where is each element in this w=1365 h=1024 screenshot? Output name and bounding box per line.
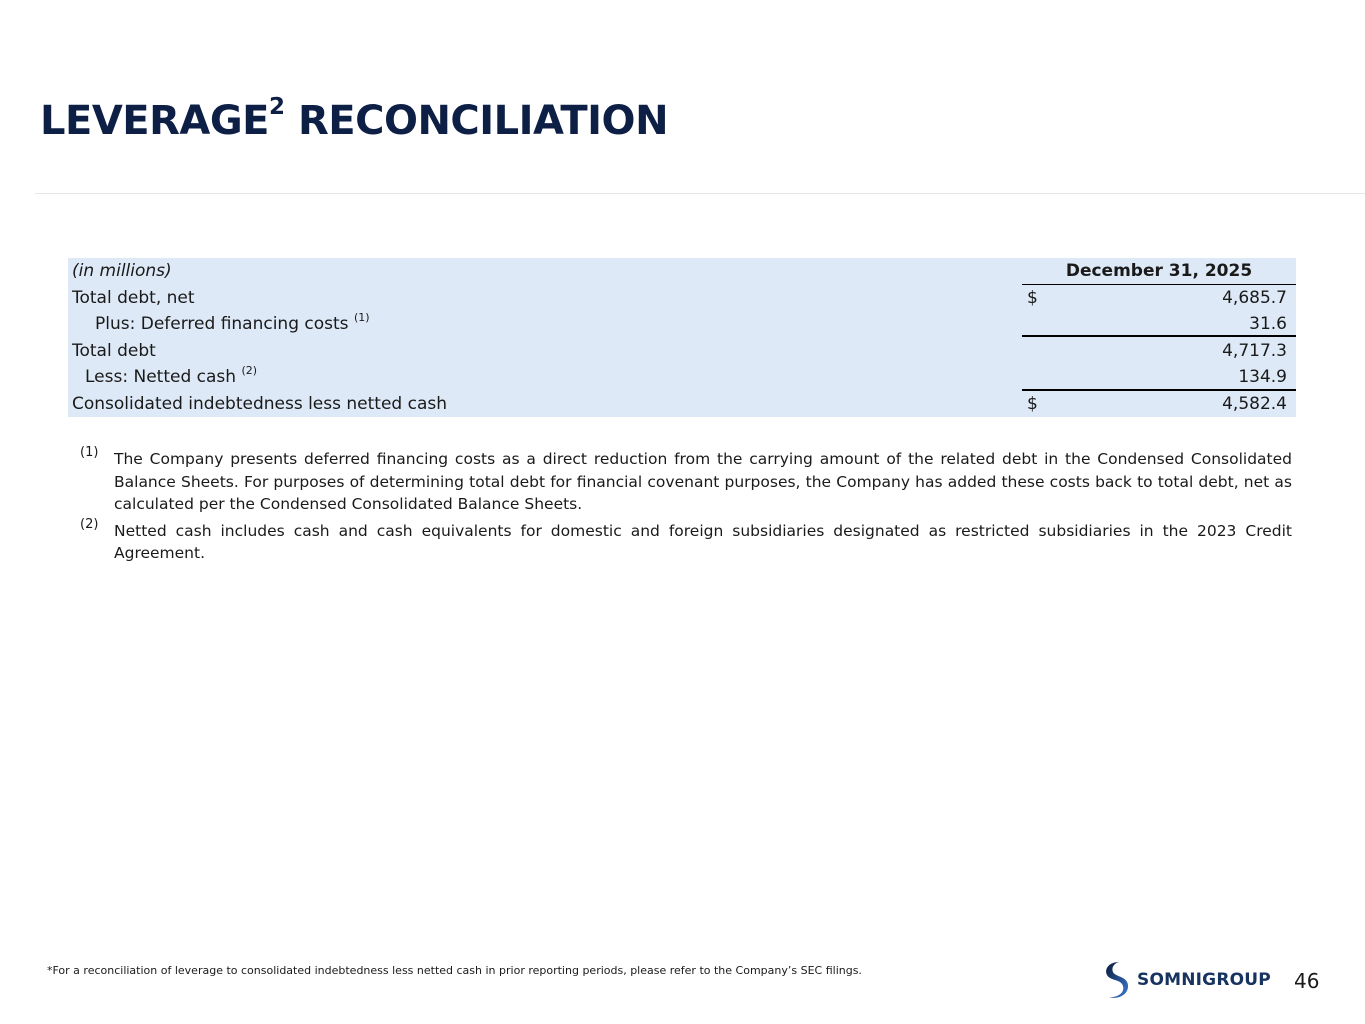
row-value: 134.9 [1238,367,1287,387]
footnote-ref: (2) [241,364,258,377]
footnote-text: The Company presents deferred financing costs as a direct reduction from the carrying amount of the related debt in the Condensed Consolidated Balance Sheets. For purposes of determining total debt for financial covenant purposes, the Company has added these costs back to total debt, net as calculated per the Condensed Consolidated Balance Sheets. [114,450,1292,513]
total-rule [1022,389,1296,391]
subtotal-rule [1022,335,1296,337]
footnote-mark: (2) [80,516,99,532]
unit-label: (in millions) [72,261,172,281]
table-row [68,338,1296,365]
dollar-sign: $ [1027,287,1038,308]
row-value: 31.6 [1249,314,1287,334]
footer-note: *For a reconciliation of leverage to consolidated indebtedness less netted cash in prior reporting periods, please refer to the Company’s SEC filings. [47,964,862,977]
row-label: Total debt [72,340,156,361]
row-label: Consolidated indebtedness less netted cash [72,393,447,414]
header-underline [1022,284,1296,286]
table-row [68,364,1296,391]
footnotes [80,445,1292,569]
footnote-1 [80,445,1292,516]
title-main: LEVERAGE [40,98,270,144]
table-row [68,311,1296,338]
brand-name: SOMNIGROUP [1137,970,1271,990]
row-value: 4,685.7 [1222,287,1287,308]
title-divider [35,193,1365,194]
row-label: Total debt, net [72,287,195,308]
footnote-ref: (1) [353,311,370,324]
footnote-mark: (1) [80,445,99,460]
row-label: Less: Netted cash $^{(2)}$ [85,364,258,387]
table-header-row [68,258,1296,285]
somnigroup-logo [1101,960,1271,1000]
row-label: Plus: Deferred financing costs $^{(1)}$ [95,311,370,334]
title-superscript: 2 [269,94,285,120]
page-title [40,94,669,144]
footnote-text: Netted cash includes cash and cash equivalents for domestic and foreign subsidiaries designated as restricted subsidiaries in the 2023 Credit Agreement. [114,521,1292,562]
table-row [68,285,1296,312]
title-rest: RECONCILIATION [297,98,669,144]
dollar-sign: $ [1027,393,1038,414]
row-value: 4,582.4 [1222,393,1287,414]
page-number: 46 [1294,969,1320,993]
leverage-table [68,258,1296,417]
somnigroup-mark-icon [1101,960,1131,1000]
footnote-2 [80,516,1292,565]
table-row [68,391,1296,418]
column-header: December 31, 2025 [1065,261,1253,281]
row-value: 4,717.3 [1222,340,1287,361]
